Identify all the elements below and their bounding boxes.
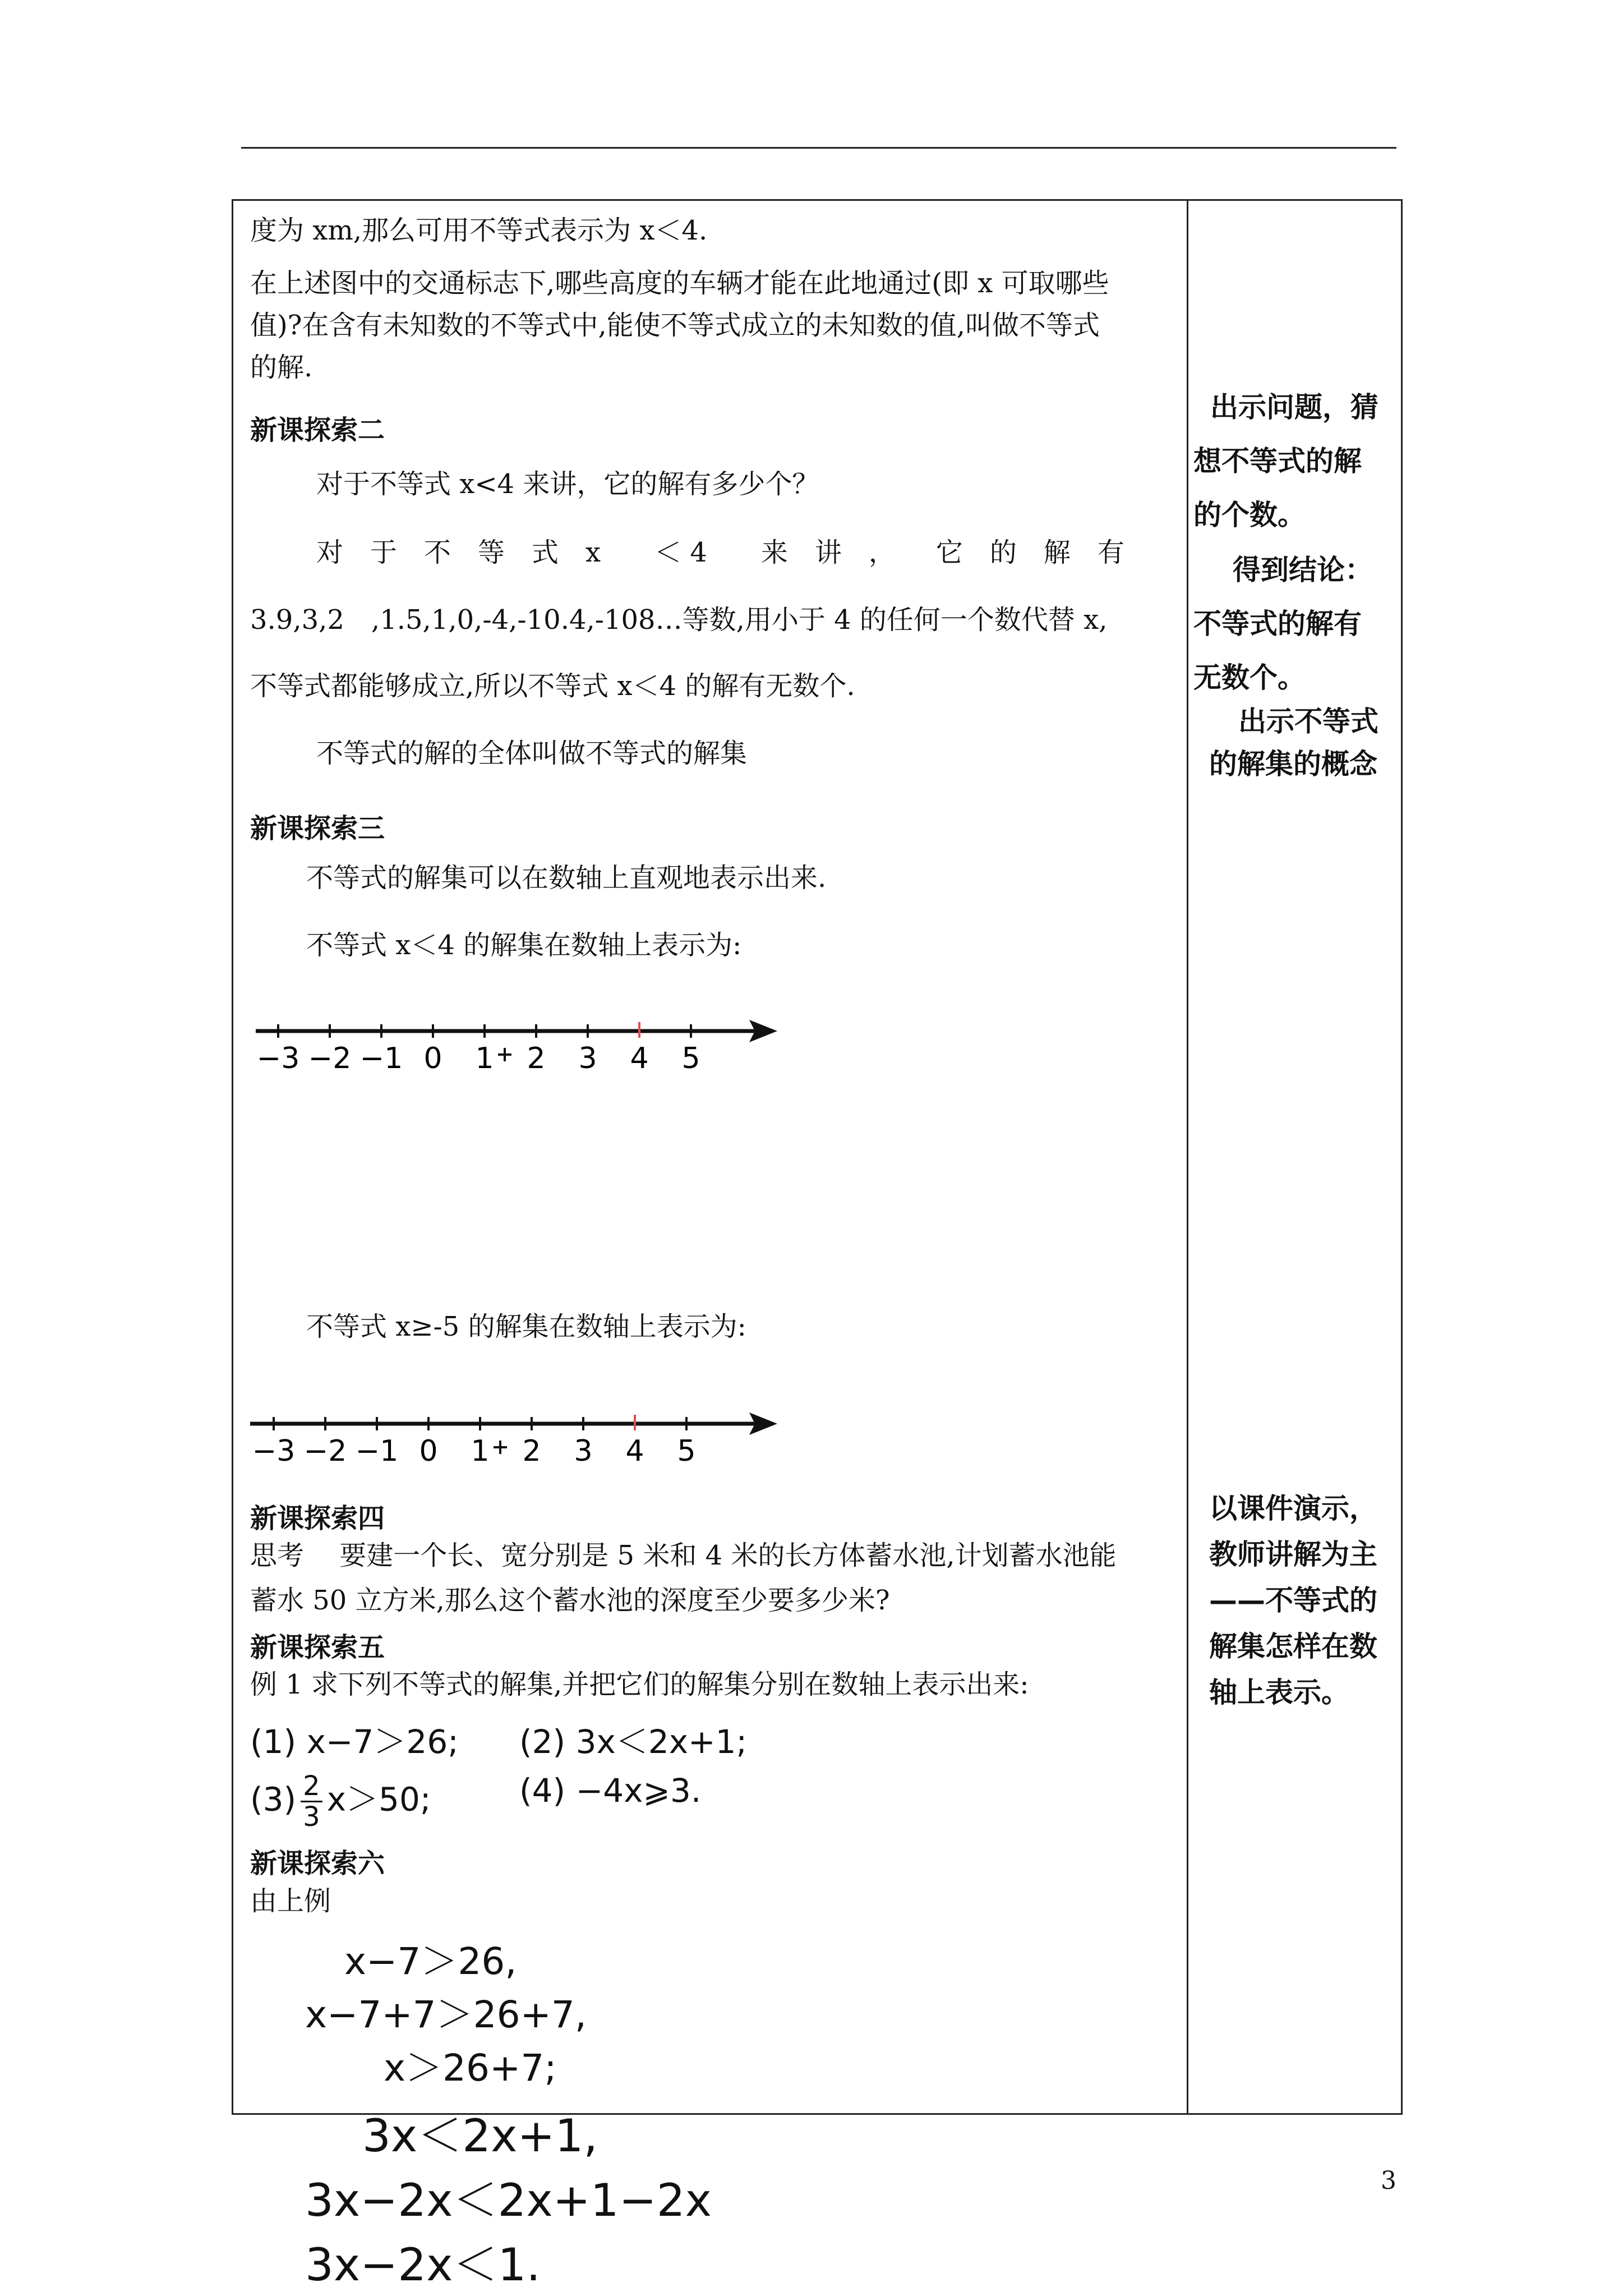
work-step-1c: x＞26+7;: [384, 2046, 557, 2090]
lesson-table: [232, 199, 1403, 2291]
tick-label: 4: [630, 1042, 649, 1075]
note-guess-solution-count: [1193, 380, 1395, 542]
work-step-2a: 3x＜2x+1,: [362, 2110, 598, 2162]
note-courseware-demo: [1193, 1485, 1395, 1715]
tick-label: 2: [522, 1434, 541, 1468]
number-line-x-ge-neg5-label: 不等式 x≥-5 的解集在数轴上表示为:: [306, 1311, 746, 1342]
note-line: 不等式的解有: [1193, 608, 1362, 640]
tick-label: 5: [677, 1434, 696, 1468]
paragraph-solution-line2: 值)?在含有未知数的不等式中,能使不等式成立的未知数的值,叫做不等式: [250, 310, 1100, 341]
number-line-x-lt-4-label: 不等式 x＜4 的解集在数轴上表示为:: [306, 930, 742, 961]
example-item-2: (2) 3x＜2x+1;: [519, 1723, 748, 1761]
example-item-1: (1) x−7＞26;: [250, 1723, 459, 1761]
tick-label: 3: [578, 1042, 597, 1075]
note-line: 出示问题，猜: [1210, 391, 1378, 424]
column-divider: [1187, 201, 1188, 2113]
solution-set-definition: 不等式的解的全体叫做不等式的解集: [316, 738, 748, 769]
note-line: 无数个。: [1193, 661, 1306, 694]
cursor-cross-icon: [494, 1441, 507, 1454]
work-step-2b: 3x−2x＜2x+1−2x: [305, 2174, 712, 2226]
number-line-2: [250, 1407, 800, 1469]
fraction-denominator: 3: [303, 1801, 320, 1833]
answer-line3: 不等式都能够成立,所以不等式 x＜4 的解有无数个.: [250, 670, 855, 702]
paragraph-solution-line3: 的解.: [250, 352, 313, 383]
fraction-numerator: 2: [301, 1772, 322, 1802]
heading-explore-2: 新课探索二: [250, 415, 385, 446]
tick-label: 4: [625, 1434, 644, 1468]
note-line: 的个数。: [1193, 499, 1306, 531]
header-rule: [241, 147, 1396, 149]
note-line: 以课件演示，: [1209, 1492, 1377, 1525]
tick-label: 5: [681, 1042, 700, 1075]
think-question-line1: 思考 要建一个长、宽分别是 5 米和 4 米的长方体蓄水池,计划蓄水池能: [250, 1540, 1117, 1571]
tick-label: −3: [252, 1434, 296, 1468]
paragraph-height-inequality: 度为 xm,那么可用不等式表示为 x＜4.: [250, 215, 708, 246]
cursor-cross-icon: [498, 1048, 511, 1061]
note-line: 教师讲解为主: [1209, 1538, 1377, 1571]
tick-label: 2: [527, 1042, 546, 1075]
number-line-intro: 不等式的解集可以在数轴上直观地表示出来.: [306, 862, 827, 894]
example-item-3-rest: x＞50;: [326, 1780, 431, 1819]
example-item-3: [250, 1772, 431, 1832]
tick-label: −1: [355, 1434, 399, 1468]
heading-explore-5: 新课探索五: [250, 1632, 385, 1663]
tick-label: 1: [471, 1434, 490, 1468]
page-number: 3: [1381, 2166, 1396, 2195]
heading-explore-6: 新课探索六: [250, 1848, 385, 1879]
heading-explore-4: 新课探索四: [250, 1503, 385, 1534]
work-step-1a: x−7＞26,: [344, 1940, 517, 1983]
tick-label: −3: [256, 1042, 300, 1075]
tick-label: 0: [423, 1042, 442, 1075]
work-step-1b: x−7+7＞26+7,: [305, 1993, 587, 2036]
note-line: ——不等式的: [1209, 1584, 1377, 1617]
note-line: 想不等式的解: [1193, 445, 1362, 477]
example-item-4: (4) −4x⩾3.: [519, 1772, 702, 1810]
tick-label: −2: [303, 1434, 347, 1468]
tick-label: 3: [574, 1434, 593, 1468]
tick-label: 1: [475, 1042, 494, 1075]
example-1-prompt: 例 1 求下列不等式的解集,并把它们的解集分别在数轴上表示出来:: [250, 1669, 1029, 1700]
note-solution-set-concept: [1193, 700, 1395, 785]
tick-label: −2: [308, 1042, 352, 1075]
answer-line1: 对 于 不 等 式 x ＜ 4 来 讲 ， 它 的 解 有: [316, 537, 1124, 568]
note-line: 出示不等式: [1238, 705, 1378, 738]
note-line: 解集怎样在数: [1209, 1630, 1377, 1663]
question-solution-count: 对于不等式 x<4 来讲，它的解有多少个？: [316, 468, 819, 500]
note-line: 轴上表示。: [1209, 1676, 1349, 1709]
example-item-3-prefix: (3): [250, 1780, 297, 1819]
think-question-line2: 蓄水 50 立方米,那么这个蓄水池的深度至少要多少米?: [250, 1585, 890, 1616]
tick-label: 0: [419, 1434, 438, 1468]
fraction-two-thirds: [301, 1772, 322, 1832]
note-line: 得到结论：: [1233, 554, 1373, 586]
note-line: 的解集的概念: [1209, 748, 1377, 780]
note-conclusion: [1193, 543, 1395, 705]
tick-label: −1: [359, 1042, 403, 1075]
work-step-2c: 3x−2x＜1.: [305, 2239, 541, 2291]
answer-line2: 3.9,3,2 ,1.5,1,0,-4,-10.4,-108…等数,用小于 4 的任何一个数代替 x,: [250, 604, 1108, 636]
heading-explore-3: 新课探索三: [250, 813, 385, 844]
paragraph-solution-line1: 在上述图中的交通标志下,哪些高度的车辆才能在此地通过(即 x 可取哪些: [250, 268, 1109, 299]
from-example-label: 由上例: [250, 1885, 331, 1917]
number-line-1: [250, 1014, 800, 1076]
